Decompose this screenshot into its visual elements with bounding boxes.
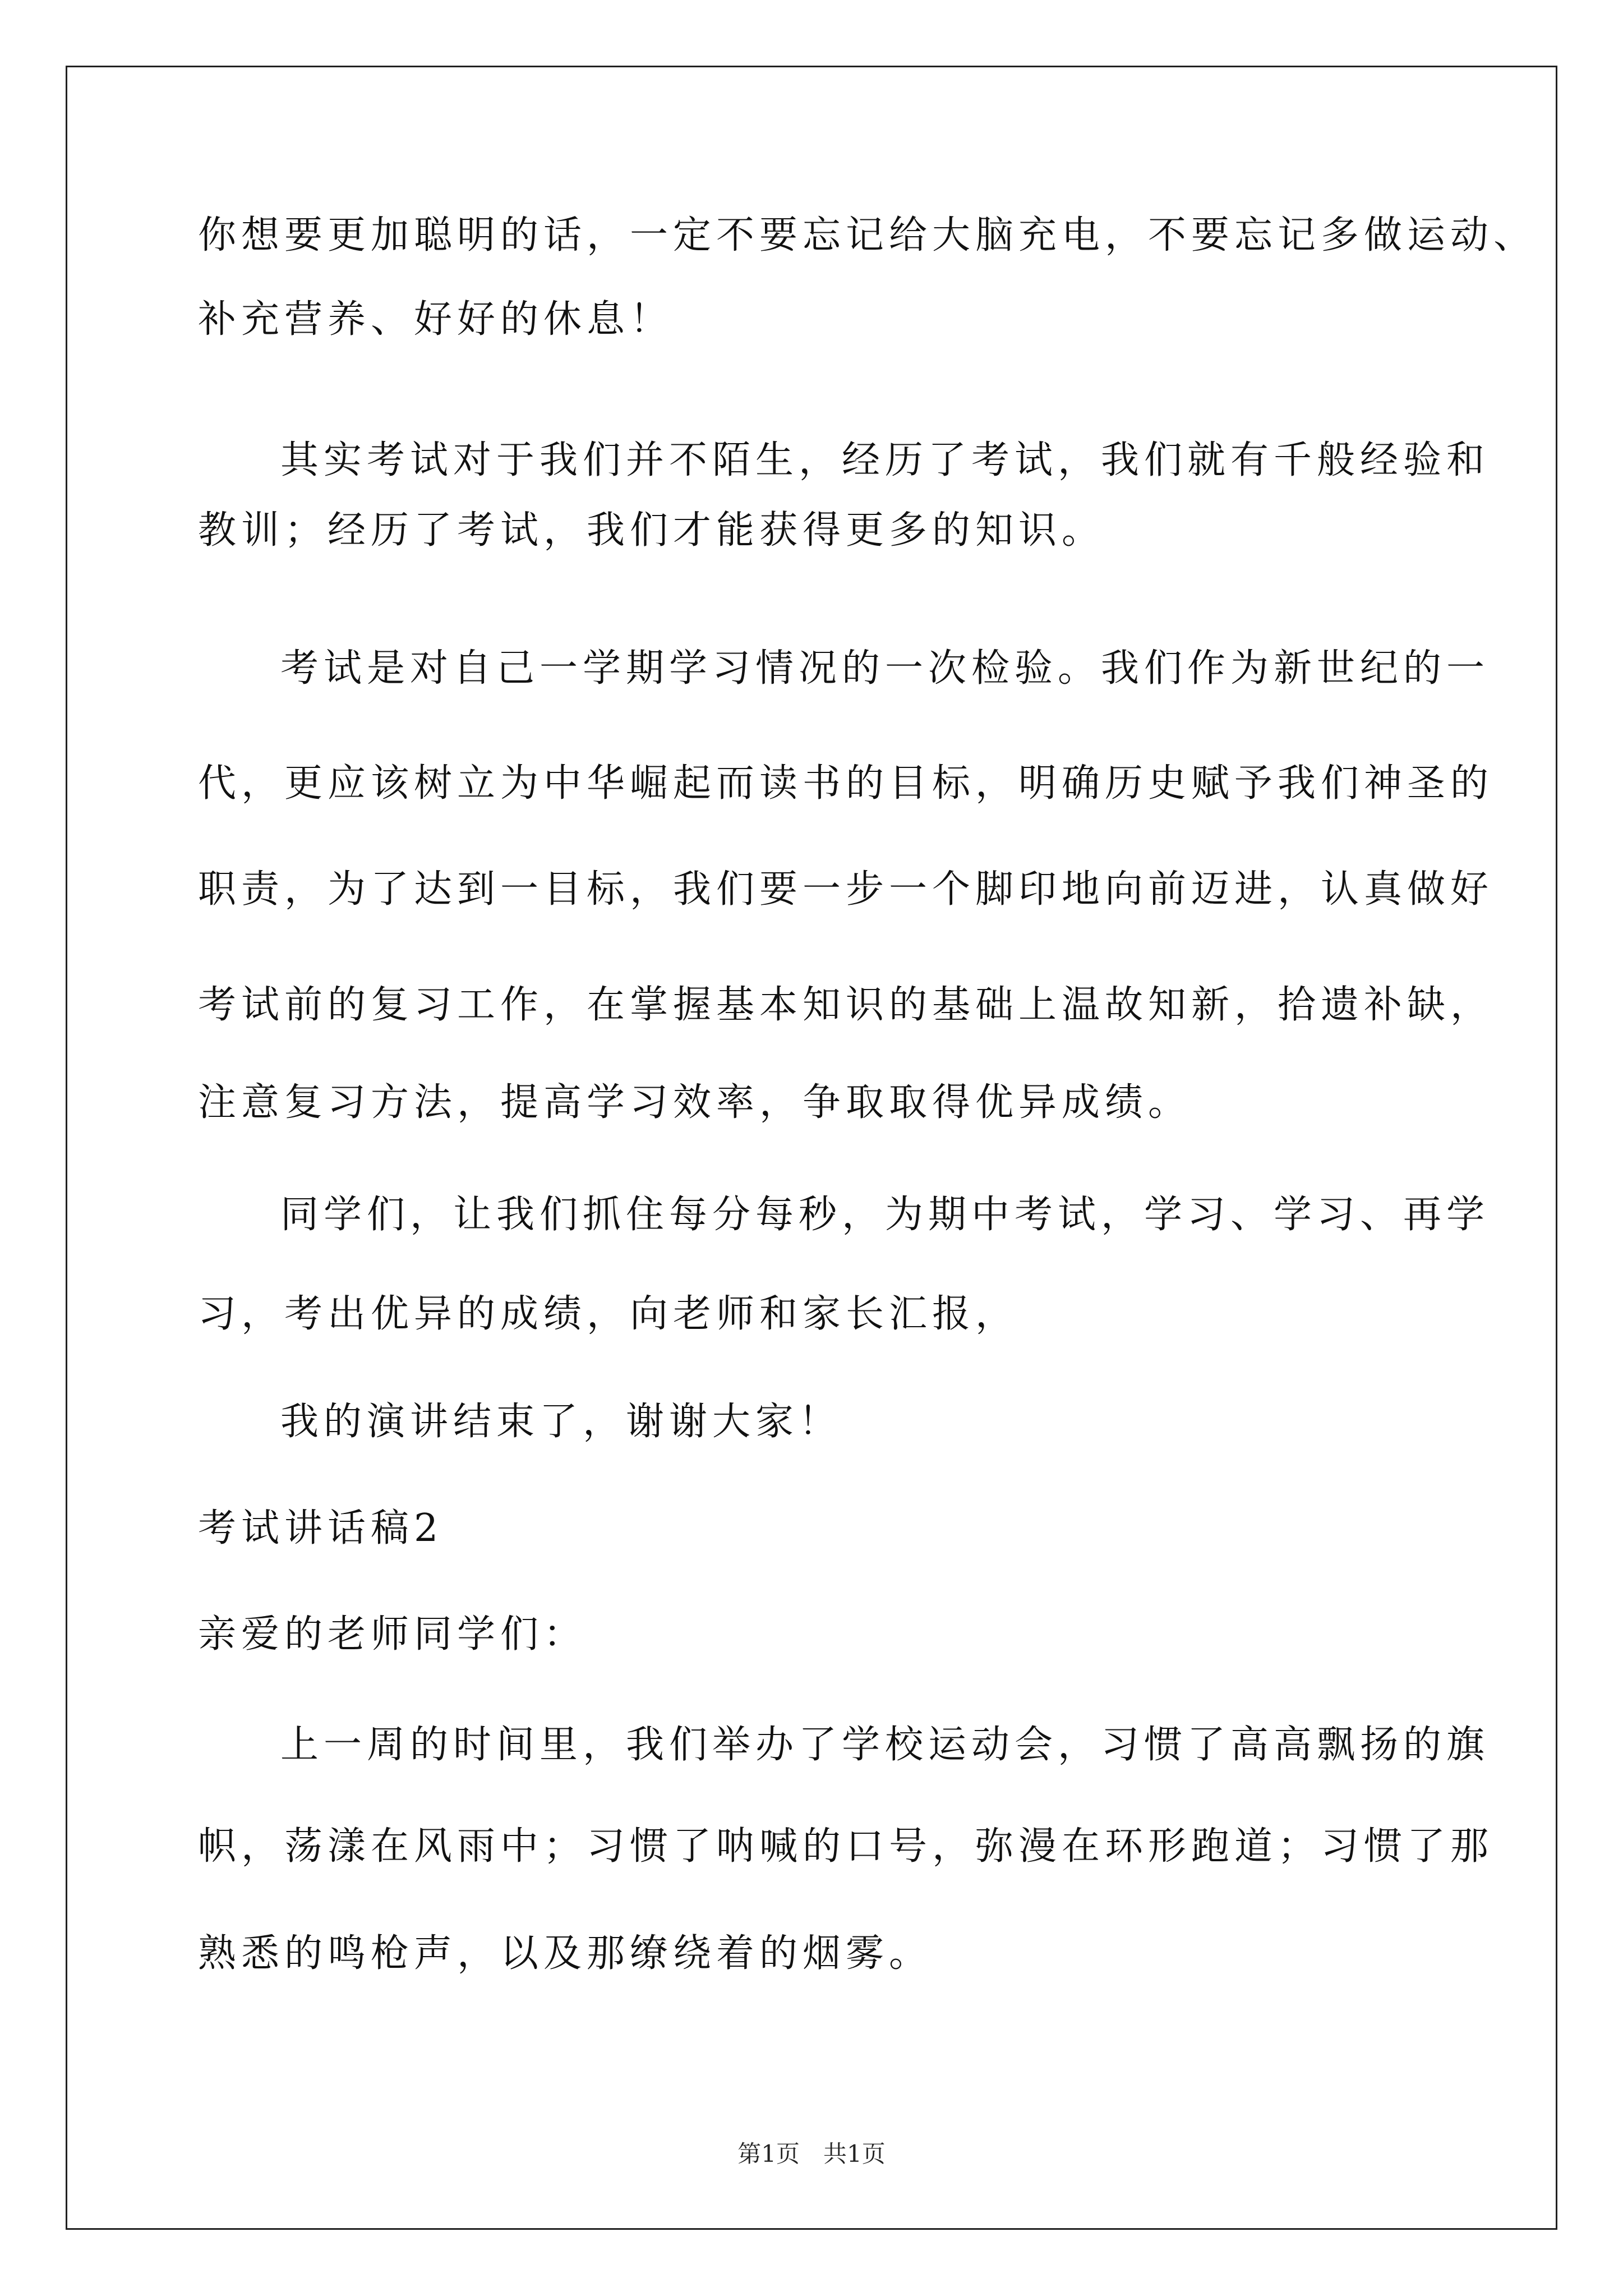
paragraph-line-12: 我的演讲结束了，谢谢大家！ <box>280 1400 842 1444</box>
body-line-17: 熟悉的鸣枪声，以及那缭绕着的烟雾。 <box>198 1931 933 1976</box>
body-line-9: 注意复习方法，提高学习效率，争取取得优异成绩。 <box>198 1080 1192 1125</box>
body-line-4: 教训；经历了考试，我们才能获得更多的知识。 <box>198 508 1105 553</box>
body-line-7: 职责，为了达到一目标，我们要一步一个脚印地向前迈进，认真做好 <box>198 867 1494 912</box>
page-footer: 第1页 共1页 <box>737 2140 886 2168</box>
paragraph-line-10: 同学们，让我们抓住每分每秒，为期中考试，学习、学习、再学 <box>280 1193 1490 1237</box>
page-border <box>66 66 1557 2230</box>
section-heading: 考试讲话稿2 <box>198 1506 444 1550</box>
body-line-8: 考试前的复习工作，在掌握基本知识的基础上温故知新，拾遗补缺， <box>198 983 1494 1027</box>
paragraph-line-3: 其实考试对于我们并不陌生，经历了考试，我们就有千般经验和 <box>280 438 1490 482</box>
body-line-11: 习，考出优异的成绩，向老师和家长汇报， <box>198 1292 1019 1336</box>
body-line-2: 补充营养、好好的休息！ <box>198 297 674 342</box>
paragraph-line-5: 考试是对自己一学期学习情况的一次检验。我们作为新世纪的一 <box>280 646 1490 691</box>
body-line-1: 你想要更加聪明的话，一定不要忘记给大脑充电，不要忘记多做运动、 <box>198 213 1537 257</box>
salutation: 亲爱的老师同学们： <box>198 1612 587 1657</box>
body-line-6: 代，更应该树立为中华崛起而读书的目标，明确历史赋予我们神圣的 <box>198 761 1494 806</box>
body-line-16: 帜，荡漾在风雨中；习惯了呐喊的口号，弥漫在环形跑道；习惯了那 <box>198 1824 1494 1869</box>
paragraph-line-15: 上一周的时间里，我们举办了学校运动会，习惯了高高飘扬的旗 <box>280 1723 1490 1767</box>
